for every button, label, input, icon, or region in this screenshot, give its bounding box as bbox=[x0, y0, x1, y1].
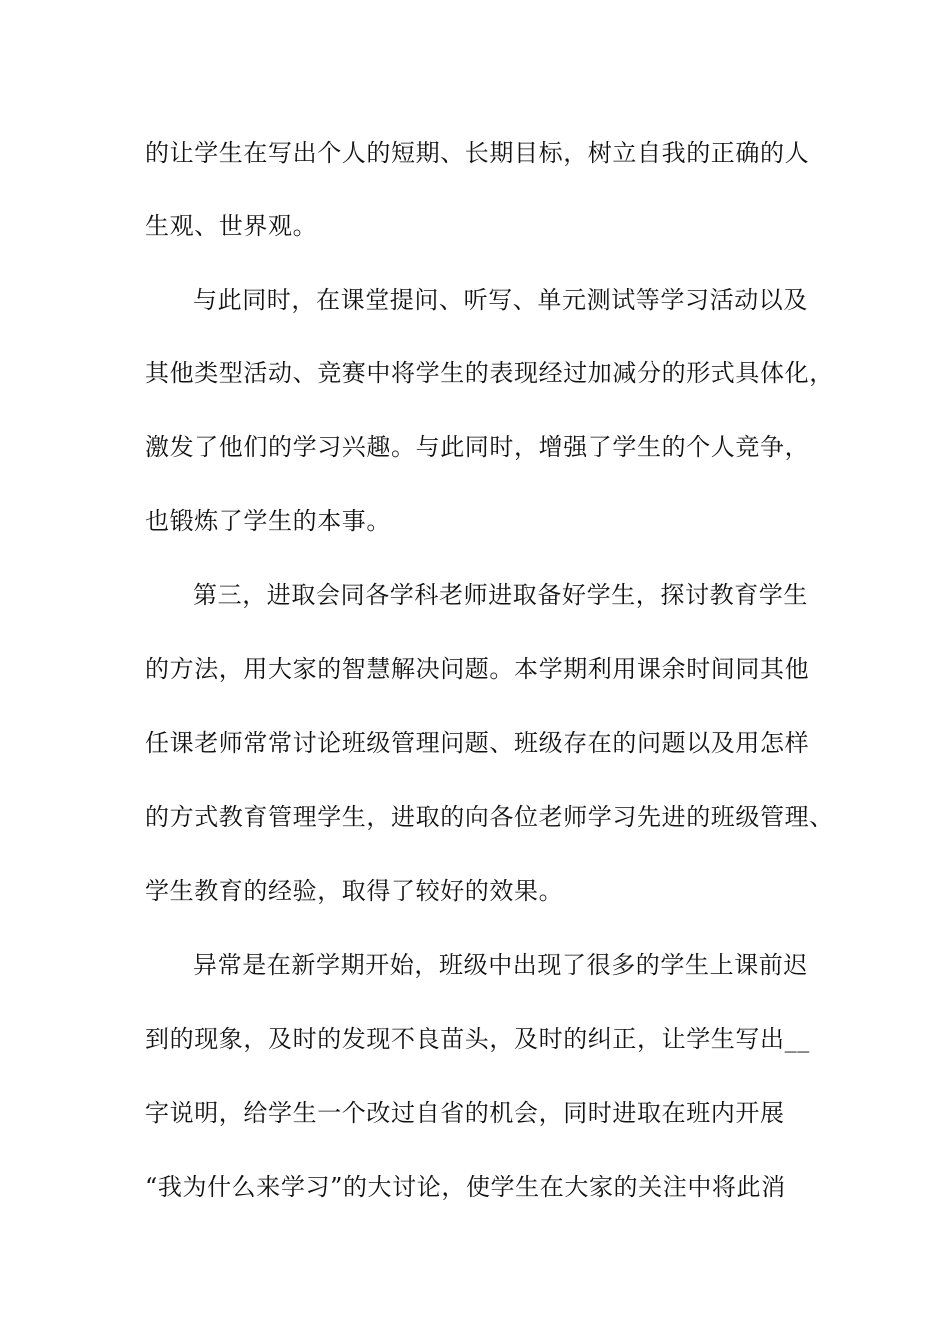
paragraph-first-line: 异常是在新学期开始，班级中出现了很多的学生上课前迟 bbox=[193, 951, 808, 979]
text-line: 激发了他们的学习兴趣。与此同时，增强了学生的个人竞争， bbox=[145, 433, 810, 461]
text-line: 字说明，给学生一个改过自省的机会，同时进取在班内开展 bbox=[145, 1099, 785, 1127]
text-line: 其他类型活动、竞赛中将学生的表现经过加减分的形式具体化， bbox=[145, 359, 834, 387]
text-line: “我为什么来学习”的大讨论，使学生在大家的关注中将此消 bbox=[145, 1173, 786, 1201]
paragraph-first-line: 第三，进取会同各学科老师进取备好学生，探讨教育学生 bbox=[193, 581, 808, 609]
text-line: 任课老师常常讨论班级管理问题、班级存在的问题以及用怎样 bbox=[145, 729, 810, 757]
paragraph-first-line: 与此同时，在课堂提问、听写、单元测试等学习活动以及 bbox=[193, 286, 808, 314]
text-line: 也锻炼了学生的本事。 bbox=[145, 507, 391, 535]
text-line: 学生教育的经验，取得了较好的效果。 bbox=[145, 877, 564, 905]
text-line: 的让学生在写出个人的短期、长期目标，树立自我的正确的人 bbox=[145, 139, 810, 167]
text-line: 生观、世界观。 bbox=[145, 212, 318, 240]
text-line: 的方式教育管理学生，进取的向各位老师学习先进的班级管理、 bbox=[145, 803, 834, 831]
text-line: 到的现象，及时的发现不良苗头，及时的纠正，让学生写出__ bbox=[145, 1025, 810, 1053]
text-line: 的方法，用大家的智慧解决问题。本学期利用课余时间同其他 bbox=[145, 655, 810, 683]
